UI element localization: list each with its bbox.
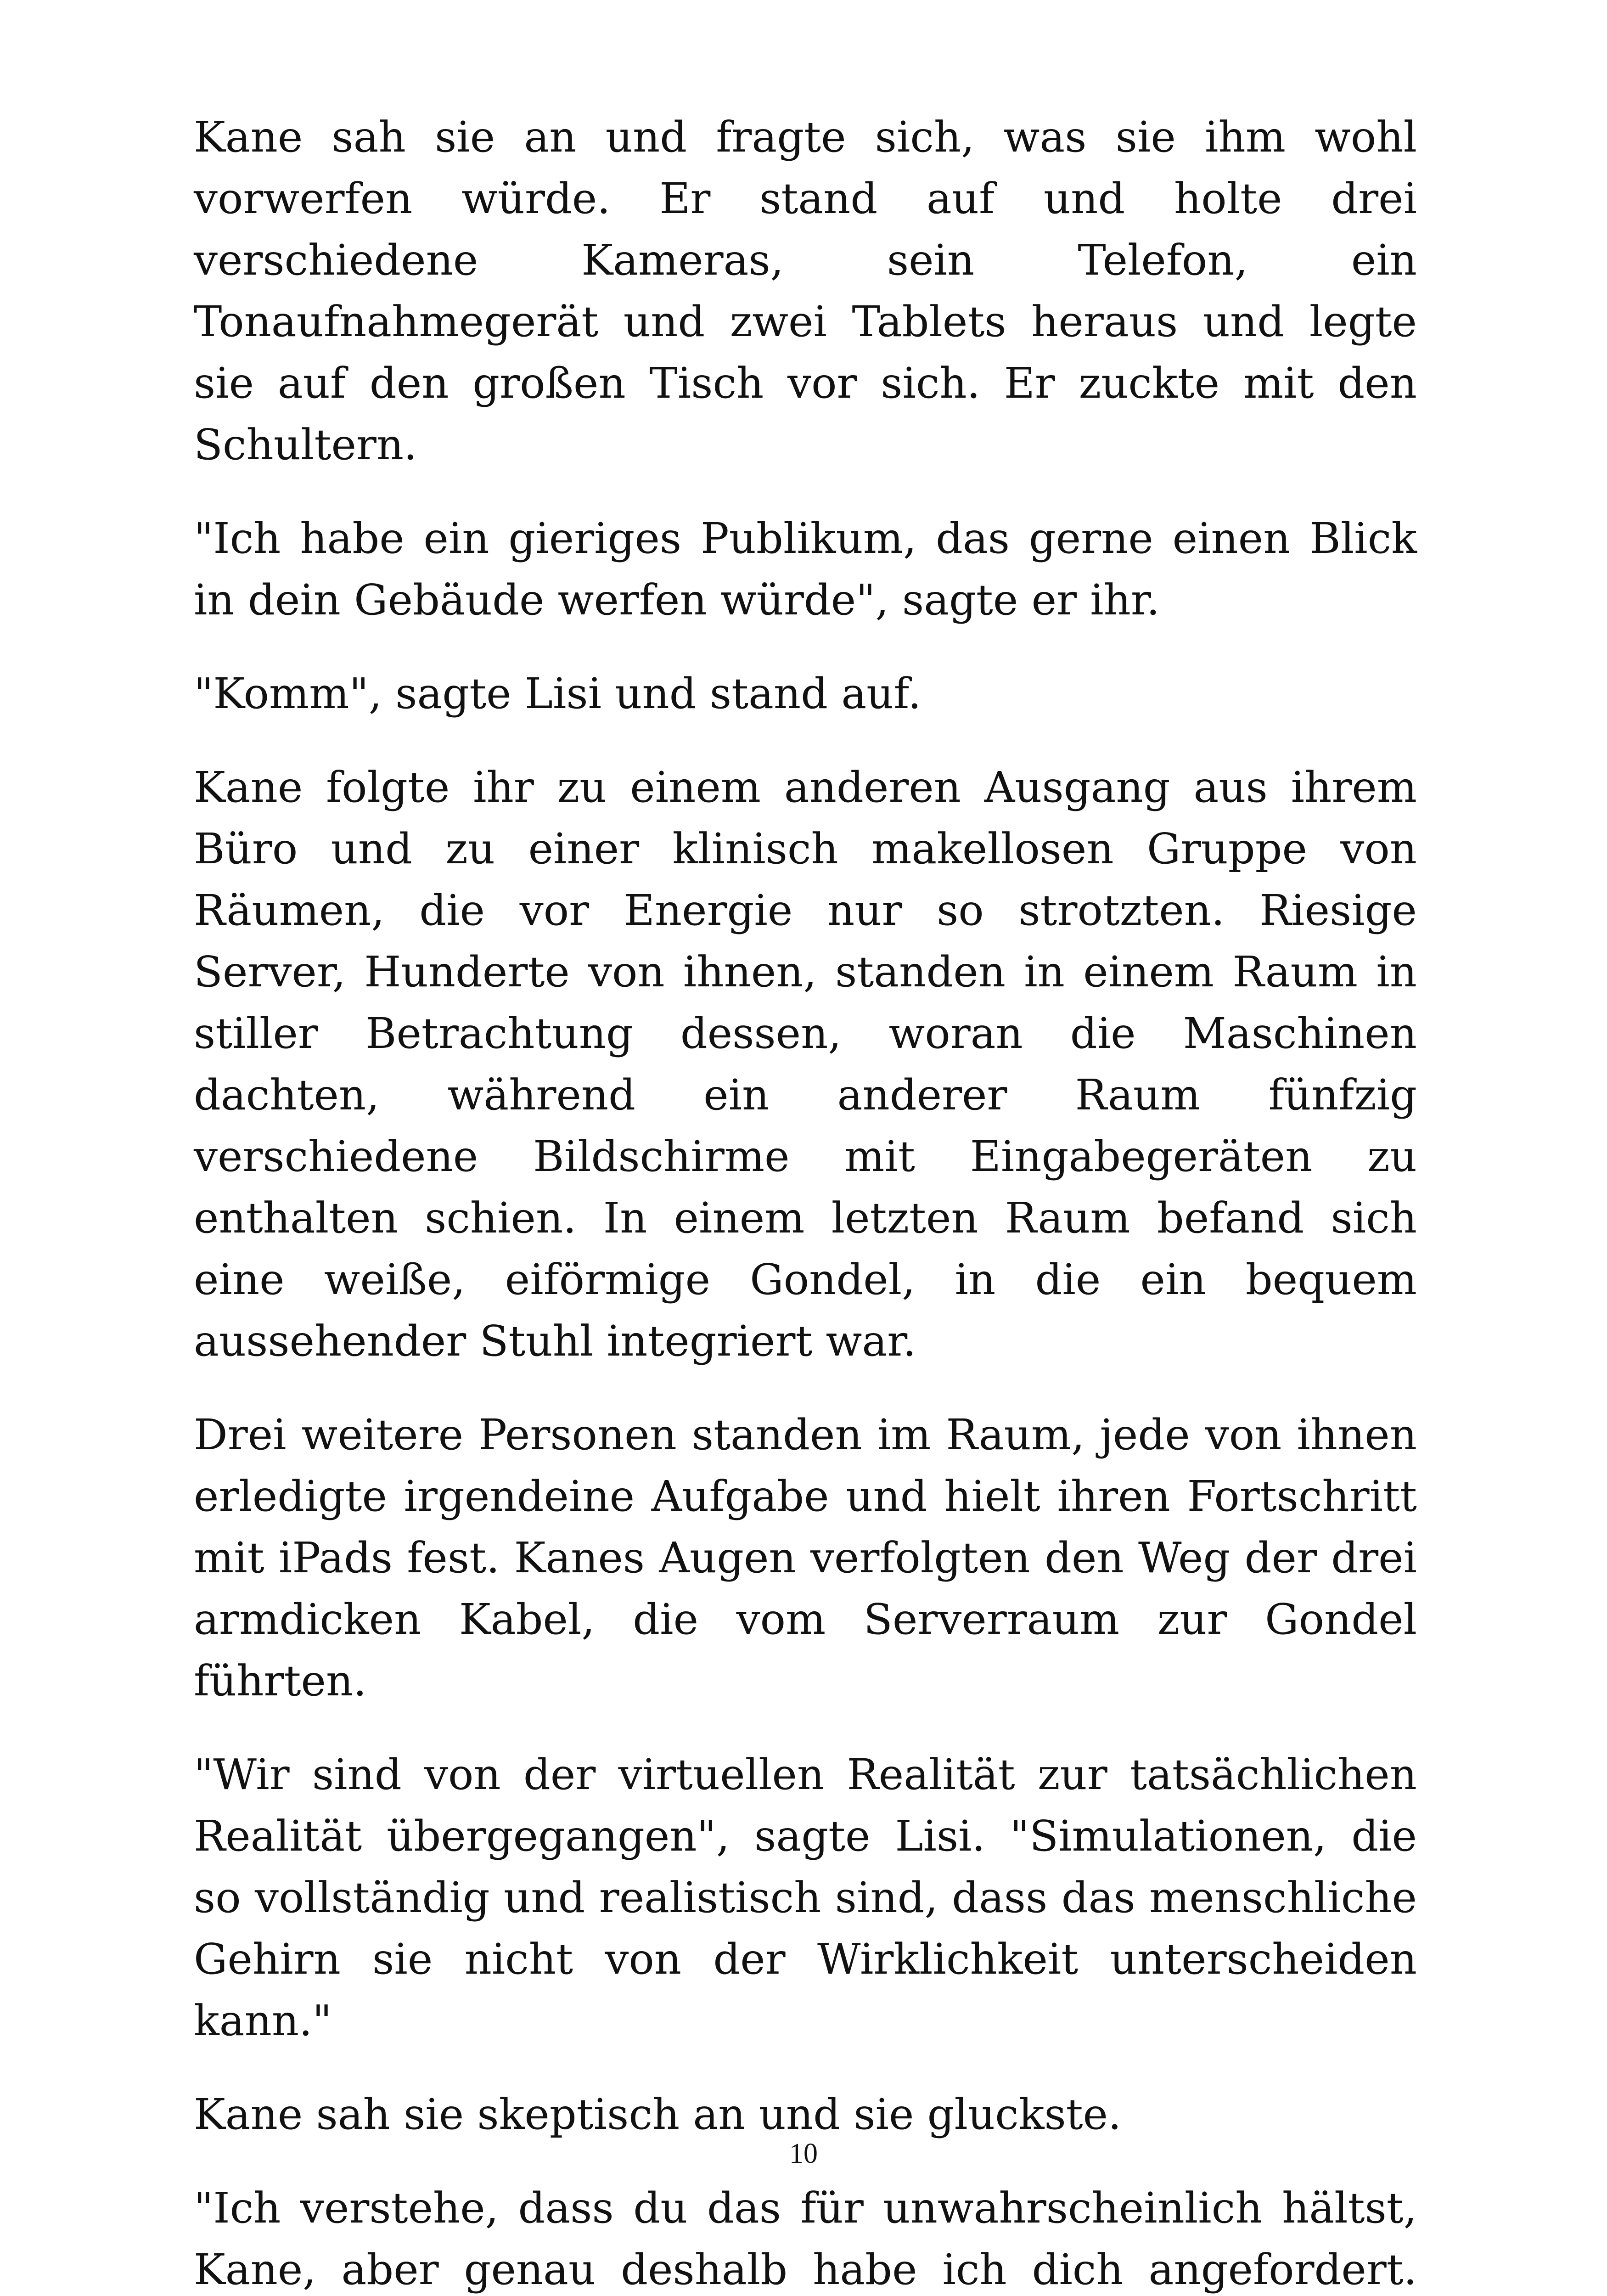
paragraph-1: Kane sah sie an und fragte sich, was sie ihm wohl vorwerfen würde. Er stand auf und holte drei verschiedene Kameras, sein Telefon, ein Tonaufnahmegerät und zwei Tablets heraus und legte sie auf den großen Tisch vor sich. Er zuckte mit den Schultern. — [194, 113, 1417, 469]
paragraph-4: Kane folgte ihr zu einem anderen Ausgang aus ihrem Büro und zu einer klinisch makellosen Gruppe von Räumen, die vor Energie nur so strotzten. Riesige Server, Hunderte von ihnen, standen in einem Raum in stiller Betrachtung dessen, woran die Maschinen dachten, während ein anderer Raum fünfzig verschiedene Bildschirme mit Eingabegeräten zu enthalten schien. In einem letzten Raum befand sich eine weiße, eiförmige Gondel, in die ein bequem aussehender Stuhl integriert war. — [194, 763, 1417, 1366]
paragraph-5: Drei weitere Personen standen im Raum, jede von ihnen erledigte irgendeine Aufgabe und hielt ihren Fortschritt mit iPads fest. Kanes Augen verfolgten den Weg der drei armdicken Kabel, die vom Serverraum zur Gondel führten. — [194, 1410, 1417, 1705]
paragraph-3: "Komm", sagte Lisi und stand auf. — [194, 669, 921, 718]
paragraph-2: "Ich habe ein gieriges Publikum, das gerne einen Blick in dein Gebäude werfen würde", sagte er ihr. — [194, 514, 1417, 625]
paragraph-8: "Ich verstehe, dass du das für unwahrscheinlich hältst, Kane, aber genau deshalb habe ich dich angefordert. — [194, 2183, 1417, 2294]
paragraph-6: "Wir sind von der virtuellen Realität zur tatsächlichen Realität übergegangen", sagte Lisi. "Simulationen, die so vollständig und realistisch sind, dass das menschliche Gehirn sie nicht von der Wirklichkeit unterscheiden kann." — [194, 1750, 1417, 2045]
body-text — [194, 107, 1417, 2296]
paragraph-7: Kane sah sie skeptisch an und sie gluckste. — [194, 2090, 1122, 2139]
page-number: 10 — [789, 2138, 818, 2169]
